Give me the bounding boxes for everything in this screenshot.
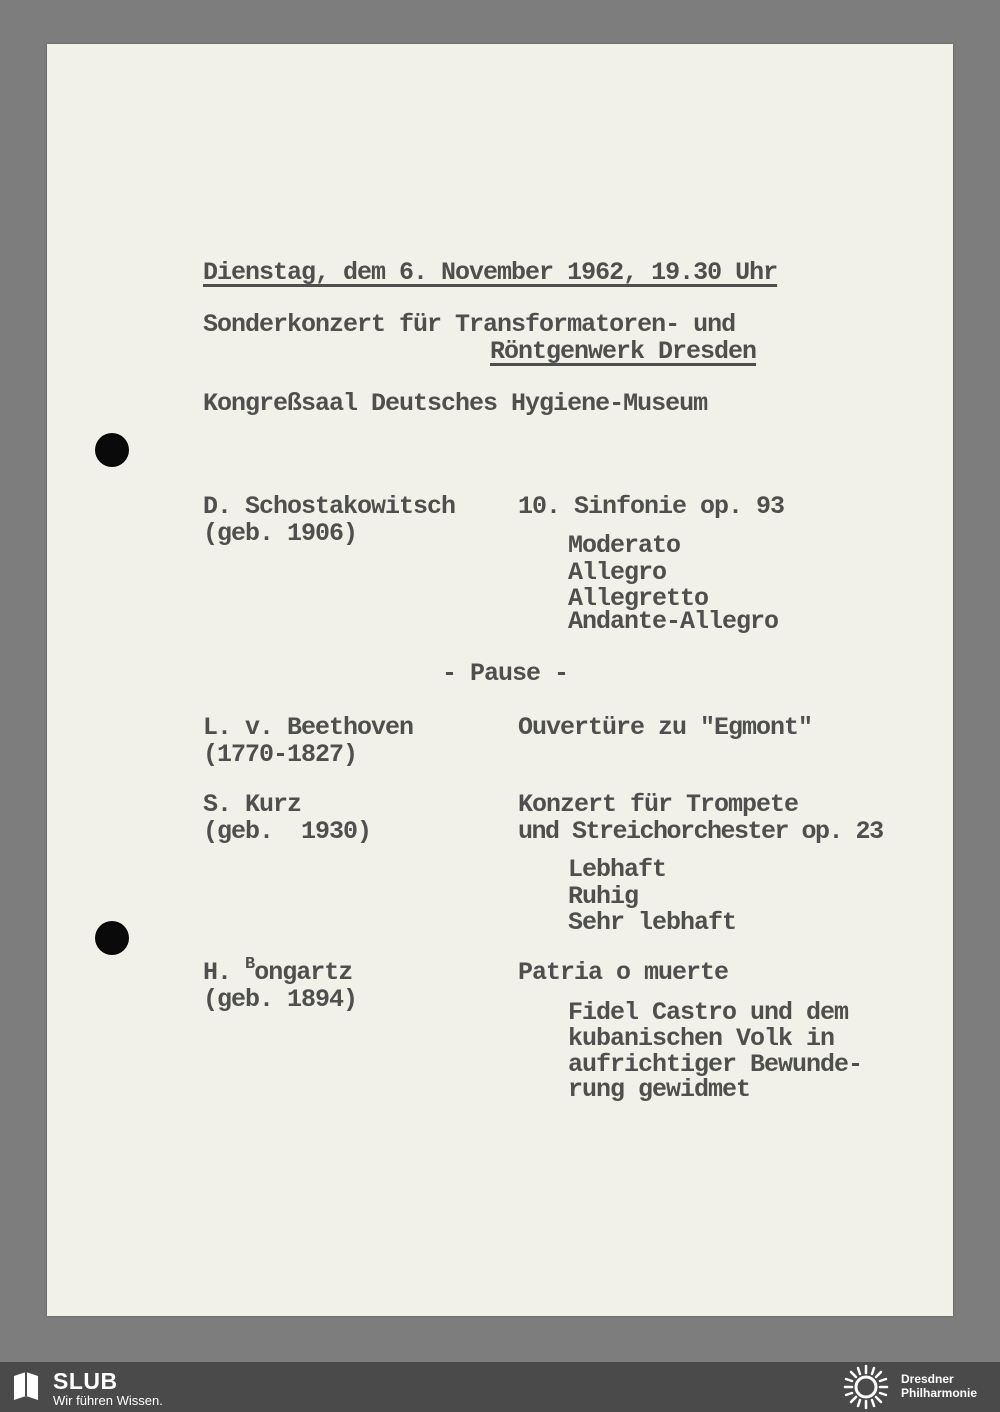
document-page (47, 44, 953, 1316)
slub-wordmark: SLUB (53, 1368, 118, 1394)
event-title-line2: Röntgenwerk Dresden (490, 337, 757, 366)
venue: Kongreßsaal Deutsches Hygiene-Museum (203, 389, 708, 418)
dates-bongartz: (geb. 1894) (203, 985, 358, 1014)
dedication-line: kubanischen Volk in (568, 1024, 835, 1053)
movement: Allegro (568, 558, 667, 587)
composer-beethoven: L. v. Beethoven (203, 713, 414, 742)
composer-kurz: S. Kurz (203, 790, 302, 819)
composer-bongartz-correction: B (245, 955, 255, 974)
intermission: - Pause - (442, 659, 569, 688)
work-kurz-line1: Konzert für Trompete (518, 790, 799, 819)
slub-tagline: Wir führen Wissen. (53, 1393, 163, 1408)
slub-book-icon (12, 1370, 40, 1402)
dates-shostakovich: (geb. 1906) (203, 519, 358, 548)
punch-hole-bottom (95, 921, 129, 955)
dates-beethoven: (1770-1827) (203, 740, 358, 769)
philharmonie-line2: Philharmonie (901, 1386, 978, 1400)
composer-bongartz: H. $^B$ongartz (203, 955, 353, 987)
work-kurz-line2: und Streichorchester op. 23 (518, 817, 883, 846)
date-line: Dienstag, dem 6. November 1962, 19.30 Uhr (203, 258, 778, 287)
philharmonie-line1: Dresdner (901, 1372, 954, 1386)
dedication-line: rung gewidmet (568, 1075, 751, 1104)
work-beethoven: Ouvertüre zu "Egmont" (518, 713, 813, 742)
philharmonie-wordmark (901, 1372, 977, 1400)
movement: Andante-Allegro (568, 607, 779, 636)
movement: Allegretto (568, 584, 709, 613)
event-title-line1: Sonderkonzert für Transformatoren- und (203, 310, 736, 339)
footer-bar (0, 1362, 1000, 1412)
work-shostakovich: 10. Sinfonie op. 93 (518, 492, 785, 521)
philharmonie-logo-icon (842, 1364, 890, 1410)
movement: Moderato (568, 531, 681, 560)
dedication-line: aufrichtiger Bewunde- (568, 1050, 863, 1079)
movement: Ruhig (568, 882, 639, 911)
dedication-line: Fidel Castro und dem (568, 998, 849, 1027)
composer-shostakovich: D. Schostakowitsch (203, 492, 456, 521)
movement: Lebhaft (568, 855, 667, 884)
punch-hole-top (95, 433, 129, 467)
dates-kurz: (geb. 1930) (203, 817, 372, 846)
work-bongartz: Patria o muerte (518, 958, 729, 987)
movement: Sehr lebhaft (568, 908, 737, 937)
